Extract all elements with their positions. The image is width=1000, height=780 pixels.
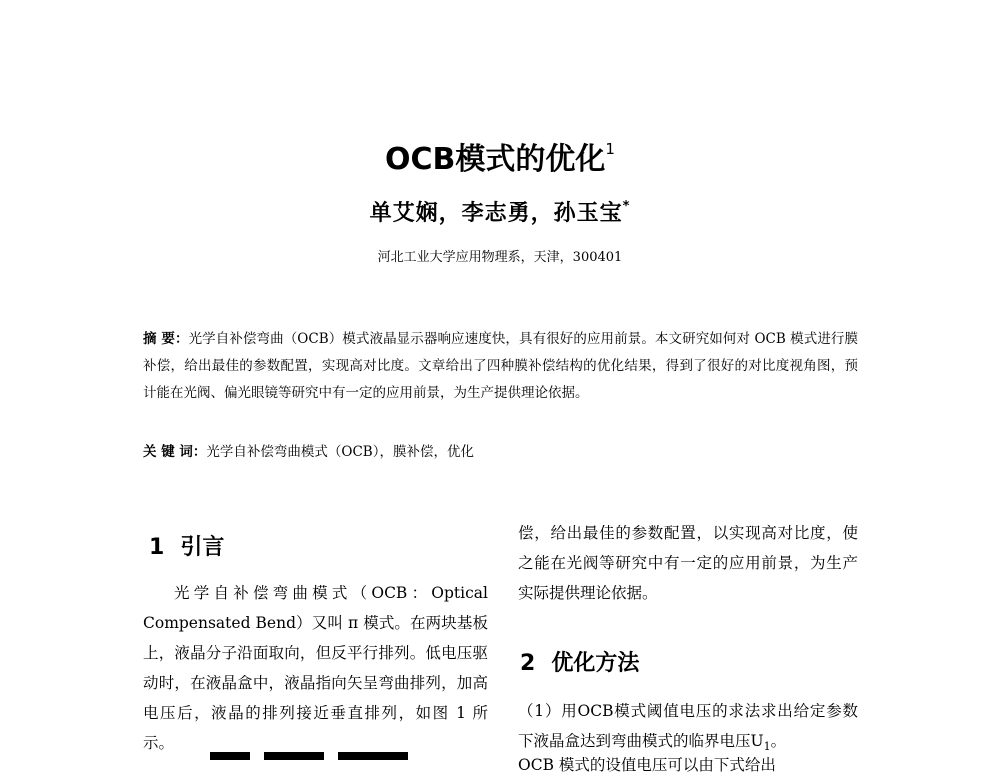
authors-text: 单艾娴，李志勇，孙玉宝 <box>369 201 623 226</box>
keywords-text: 光学自补偿弯曲模式（OCB），膜补偿，优化 <box>206 444 474 460</box>
section-1-heading <box>149 530 488 566</box>
section-1-number: 1 <box>149 535 165 560</box>
author-list <box>0 196 1000 227</box>
keywords-label: 关 键 词： <box>143 444 207 460</box>
keywords-block <box>143 439 858 466</box>
section-1-title: 引言 <box>180 535 225 560</box>
section-2-text: （1）用OCB模式阈值电压的求法求出给定参数下液晶盒达到弯曲模式的临界电压U <box>518 702 858 750</box>
section-2-number: 2 <box>520 651 536 676</box>
paper-title <box>0 134 1000 178</box>
title-text: OCB模式的优化 <box>385 142 606 177</box>
section-2-subscript: 1 <box>763 740 771 754</box>
corresponding-author-mark: * <box>622 198 631 214</box>
figure-top-cut <box>210 752 440 760</box>
continued-paragraph: 偿，给出最佳的参数配置，以实现高对比度，使之能在光阀等研究中有一定的应用前景，为生产实际提供理论依据。 <box>518 524 858 602</box>
section-2-heading <box>520 646 639 682</box>
section-1-paragraph: 光学自补偿弯曲模式（OCB：Optical Compensated Bend）又叫 π 模式。在两块基板上，液晶分子沿面取向，但反平行排列。低电压驱动时，在液晶盒中，液晶指向矢呈弯曲排列，加高电压后，液晶的排列接近垂直排列，如图 1 所示。 <box>143 584 488 752</box>
section-2-text-end: 。 <box>770 732 787 750</box>
section-2-title: 优化方法 <box>551 651 640 676</box>
affiliation: 河北工业大学应用物理系，天津，300401 <box>377 250 623 265</box>
left-column <box>143 530 488 758</box>
cut-off-line: OCB 模式的设值电压可以由下式给出 <box>518 756 776 774</box>
abstract-label: 摘 要： <box>143 331 189 347</box>
right-column <box>518 516 858 754</box>
abstract-block <box>143 326 858 407</box>
abstract-text: 光学自补偿弯曲（OCB）模式液晶显示器响应速度快，具有很好的应用前景。本文研究如何对 OCB 模式进行膜补偿，给出最佳的参数配置，实现高对比度。文章给出了四种膜补偿结构的优化结果，得到了很好的对比度视角图，预计能在光阀、偏光眼镜等研究中有一定的应用前景，为生产提供理论依据。 <box>143 331 859 401</box>
title-footnote-mark: 1 <box>605 140 615 158</box>
